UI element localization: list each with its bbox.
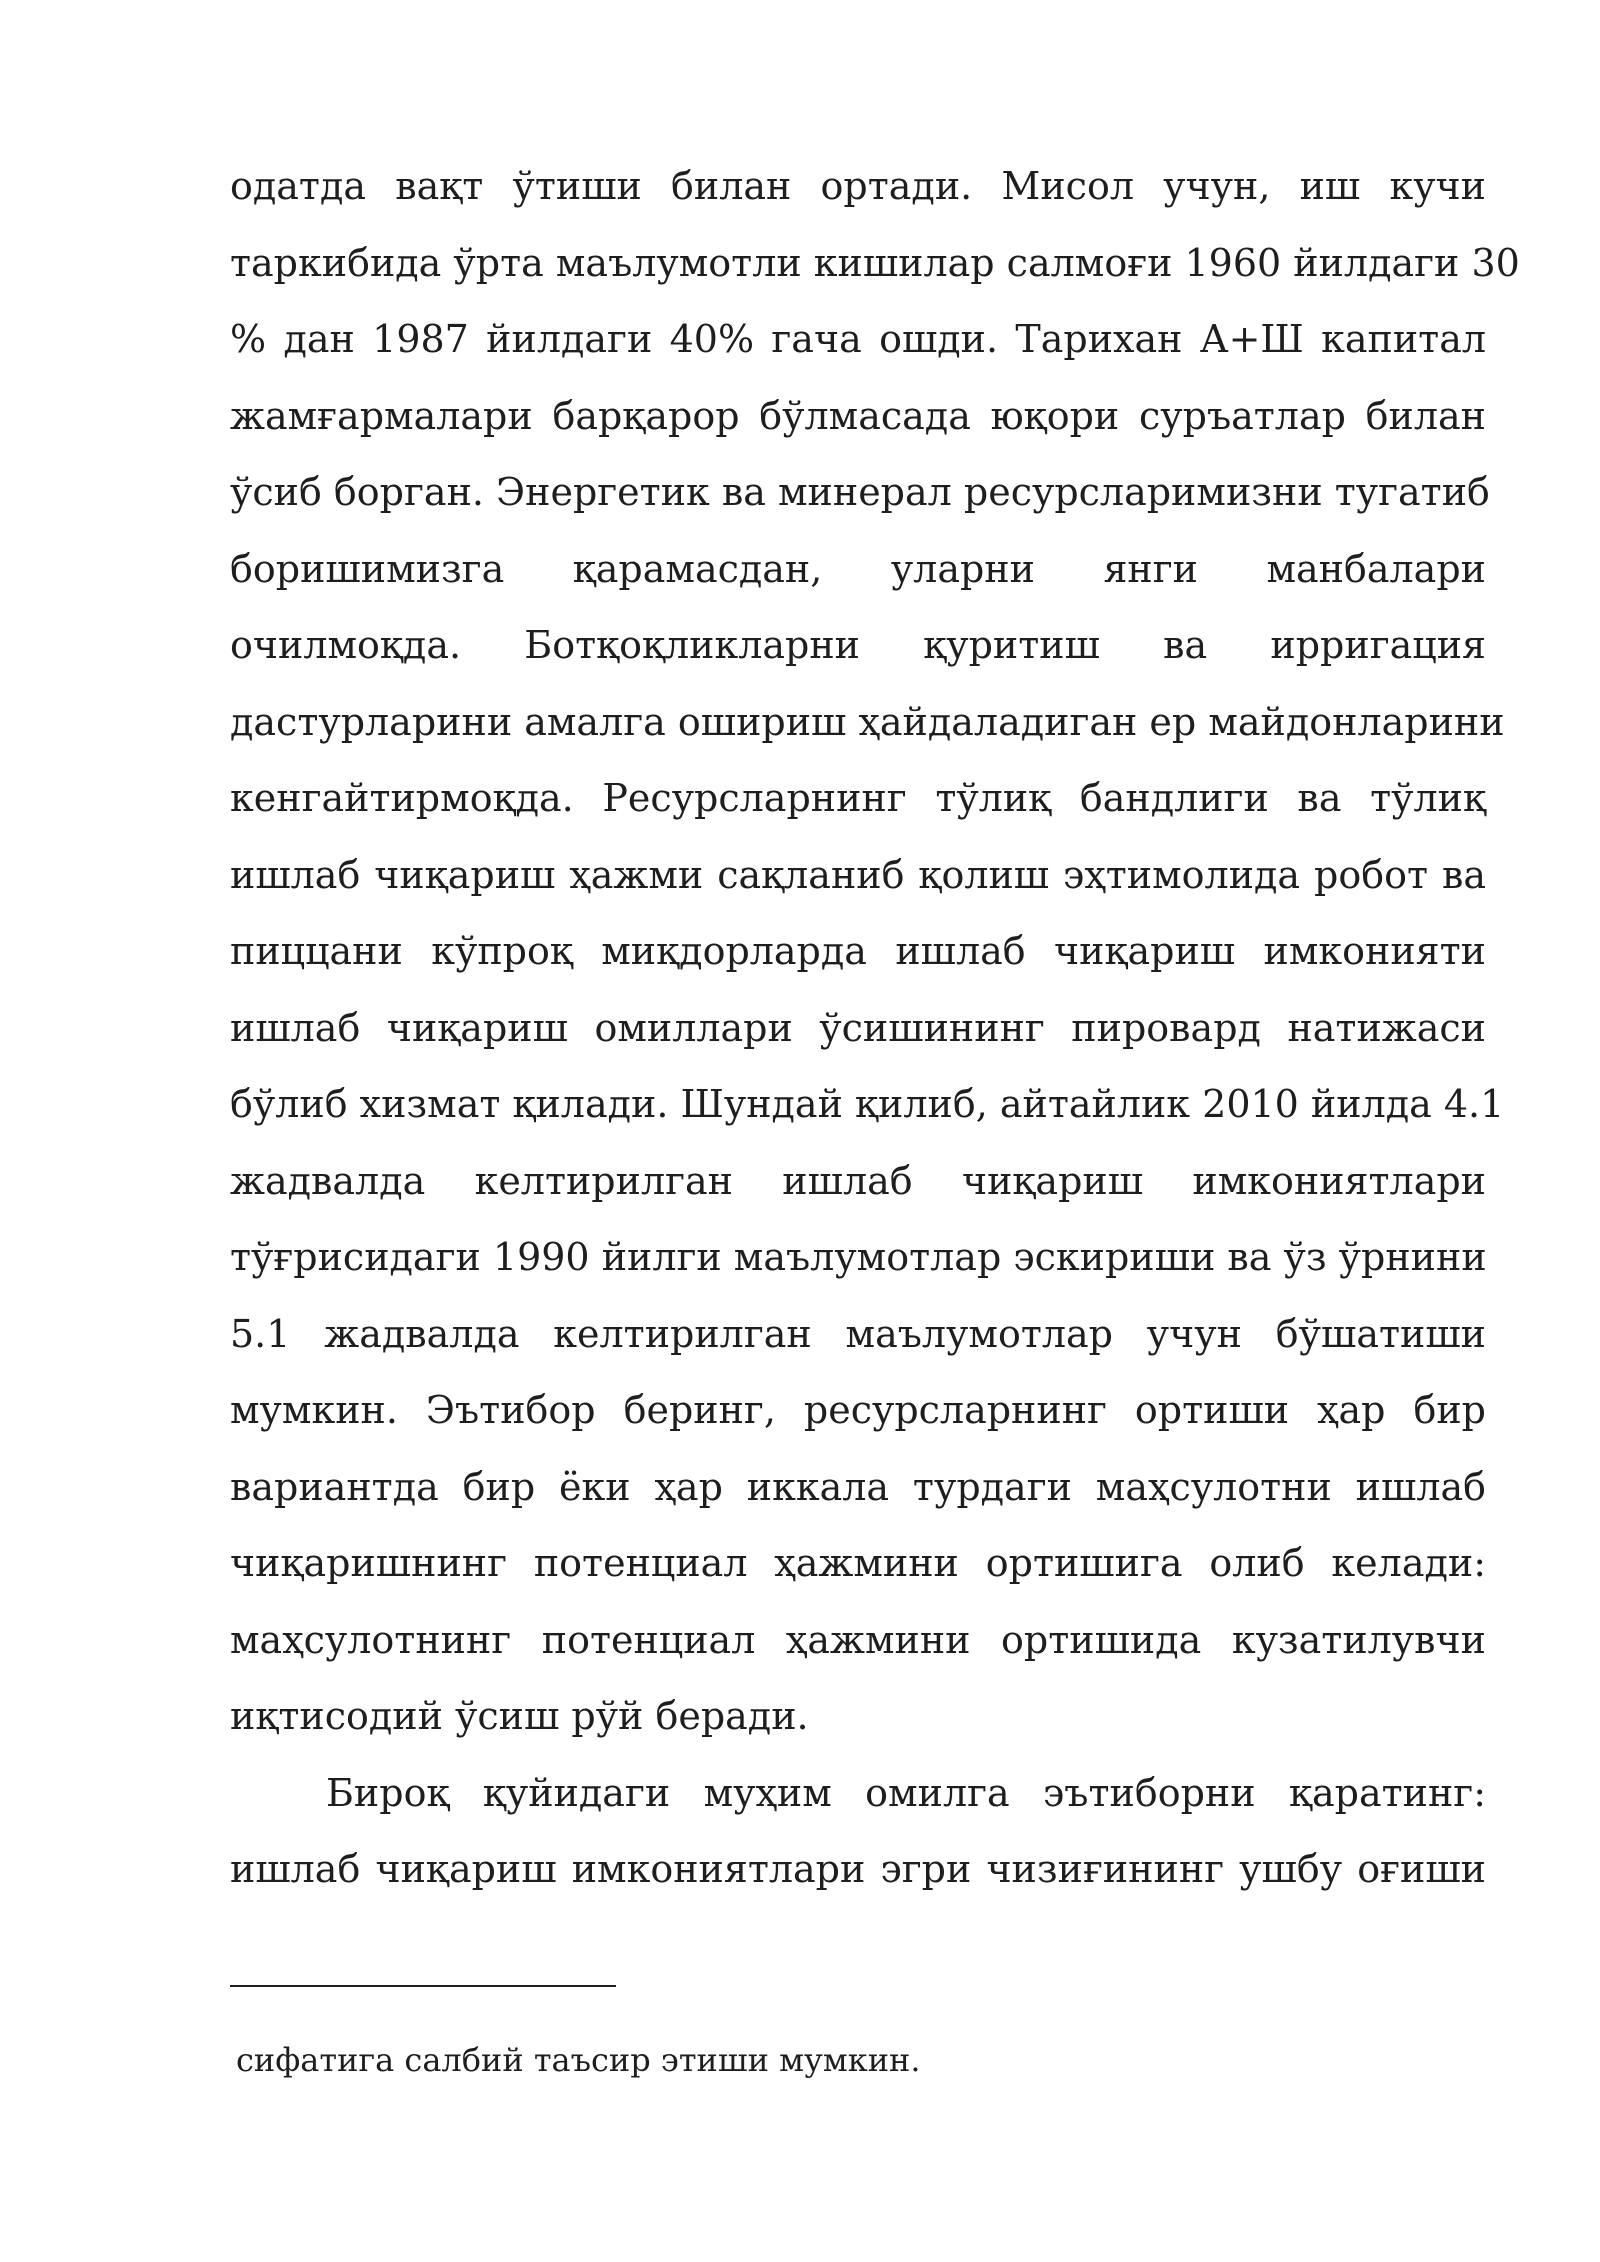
text-line: вариантда бир ёки ҳар иккала турдаги маҳсулотни ишлаб — [230, 1464, 1486, 1509]
document-page — [230, 148, 1520, 1908]
body-paragraph-2 — [230, 1755, 1486, 1908]
text-line: ишлаб чиқариш имкониятлари эгри чизиғининг ушбу оғиши — [230, 1847, 1486, 1891]
text-line: иқтисодий ўсиш рўй беради. — [230, 1694, 809, 1738]
text-line: жадвалда келтирилган ишлаб чиқариш имкониятлари — [230, 1158, 1486, 1203]
text-line: ишлаб чиқариш омиллари ўсишининг пировард натижаси — [230, 1005, 1486, 1050]
text-line: дастурларини амалга ошириш ҳайдаладиган ер майдонларини — [230, 699, 1505, 744]
text-line: кенгайтирмоқда. Ресурсларнинг тўлиқ бандлиги ва тўлиқ — [230, 776, 1486, 820]
text-line: жамғармалари барқарор бўлмасада юқори суръатлар билан — [230, 393, 1486, 438]
text-line: таркибида ўрта маълумотли кишилар салмоғи 1960 йилдаги 30 — [230, 240, 1520, 285]
text-line: Бироқ қуйидаги муҳим омилга эътиборни қаратинг: — [326, 1770, 1486, 1815]
text-line: % дан 1987 йилдаги 40% гача ошди. Тарихан А+Ш капитал — [230, 317, 1486, 361]
text-line: чиқаришнинг потенциал ҳажмини ортишига олиб келади: — [230, 1541, 1486, 1585]
text-line: бўлиб хизмат қилади. Шундай қилиб, айтайлик 2010 йилда 4.1 — [230, 1082, 1505, 1126]
text-line: тўғрисидаги 1990 йилги маълумотлар эскириши ва ўз ўрнини — [230, 1235, 1487, 1279]
footnote-text: сифатига салбий таъсир этиши мумкин. — [236, 2041, 921, 2079]
text-line: мумкин. Эътибор беринг, ресурсларнинг ортиши ҳар бир — [230, 1388, 1486, 1432]
body-paragraph-1 — [230, 148, 1520, 1755]
text-line: маҳсулотнинг потенциал ҳажмини ортишида кузатилувчи — [230, 1617, 1486, 1662]
footnote-separator — [230, 1985, 616, 1987]
text-line: боришимизга қарамасдан, уларни янги манбалари — [230, 546, 1486, 591]
text-line: 5.1 жадвалда келтирилган маълумотлар учун бўшатиши — [230, 1311, 1486, 1356]
text-line: ўсиб борган. Энергетик ва минерал ресурсларимизни тугатиб — [230, 470, 1490, 514]
text-line: одатда вақт ўтиши билан ортади. Мисол учун, иш кучи — [230, 164, 1486, 208]
text-line: очилмоқда. Ботқоқликларни қуритиш ва ирригация — [230, 623, 1486, 667]
text-line: пиццани кўпроқ миқдорларда ишлаб чиқариш имконияти — [230, 929, 1486, 973]
text-line: ишлаб чиқариш ҳажми сақланиб қолиш эҳтимолида робот ва — [230, 852, 1486, 897]
